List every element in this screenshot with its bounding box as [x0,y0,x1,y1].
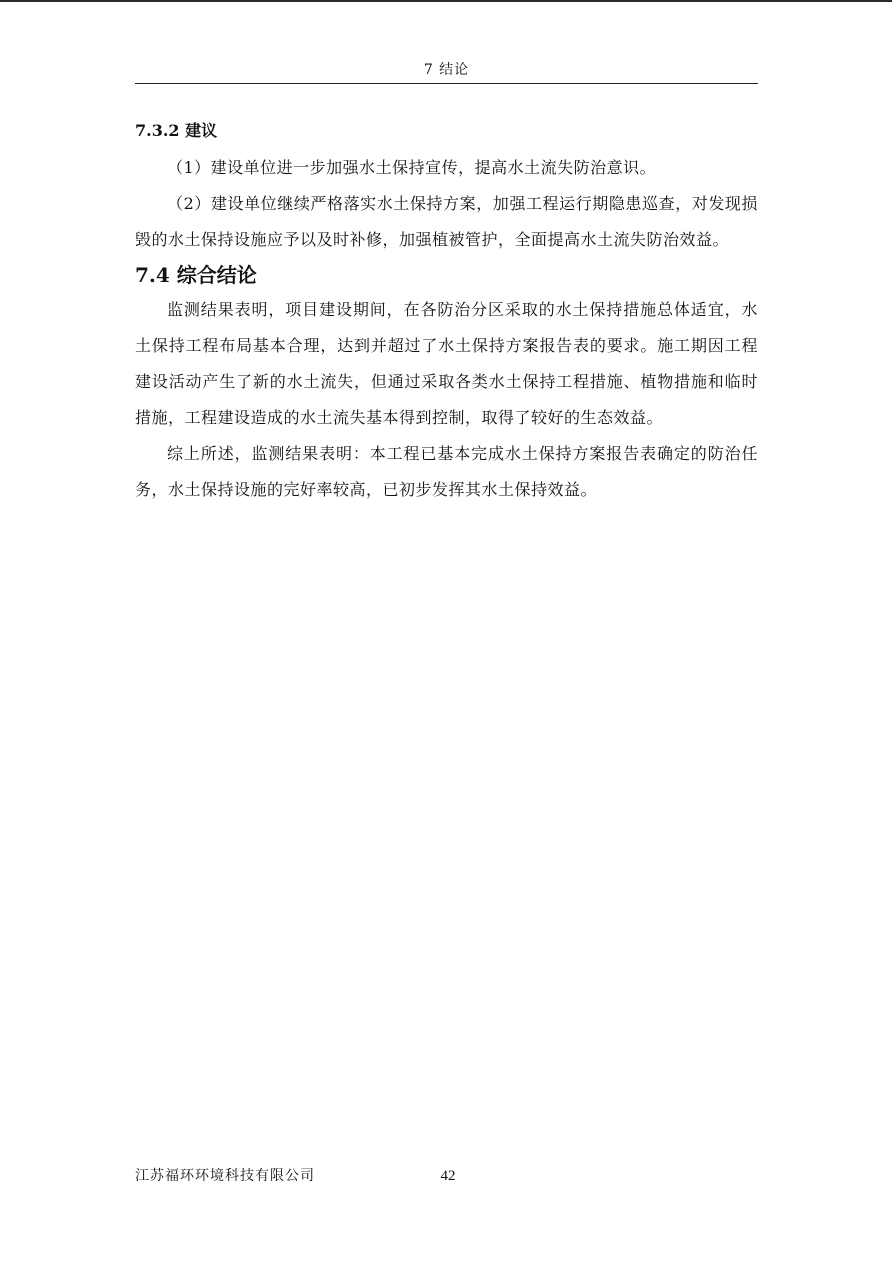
conclusion-paragraph-2: 综上所述，监测结果表明：本工程已基本完成水土保持方案报告表确定的防治任务，水土保持设施的完好率较高，已初步发挥其水土保持效益。 [135,444,758,499]
running-header-chapter-title: 7 结论 [423,62,470,78]
conclusion-paragraph-1: 监测结果表明，项目建设期间，在各防治分区采取的水土保持措施总体适宜，水土保持工程布局基本合理，达到并超过了水土保持方案报告表的要求。施工期因工程建设活动产生了新的水土流失，但通过采取各类水土保持工程措施、植物措施和临时措施，工程建设造成的水土流失基本得到控制，取得了较好的生态效益。 [135,300,758,427]
subsection-heading-7-3-2: 7.3.2 建议 [135,121,218,140]
section-heading-7-4: 7.4 综合结论 [135,263,257,287]
page-top-border [0,0,892,2]
suggestion-item-2: （2）建设单位继续严格落实水土保持方案，加强工程运行期隐患巡查，对发现损毁的水土保持设施应予以及时补修，加强植被管护，全面提高水土流失防治效益。 [135,194,758,249]
page-body [135,116,758,508]
footer-company-name: 江苏福环环境科技有限公司 [135,1168,315,1184]
suggestion-item-1: （1）建设单位进一步加强水土保持宣传，提高水土流失防治意识。 [167,158,657,177]
footer-page-number: 42 [440,1168,456,1184]
header-divider [135,83,758,84]
